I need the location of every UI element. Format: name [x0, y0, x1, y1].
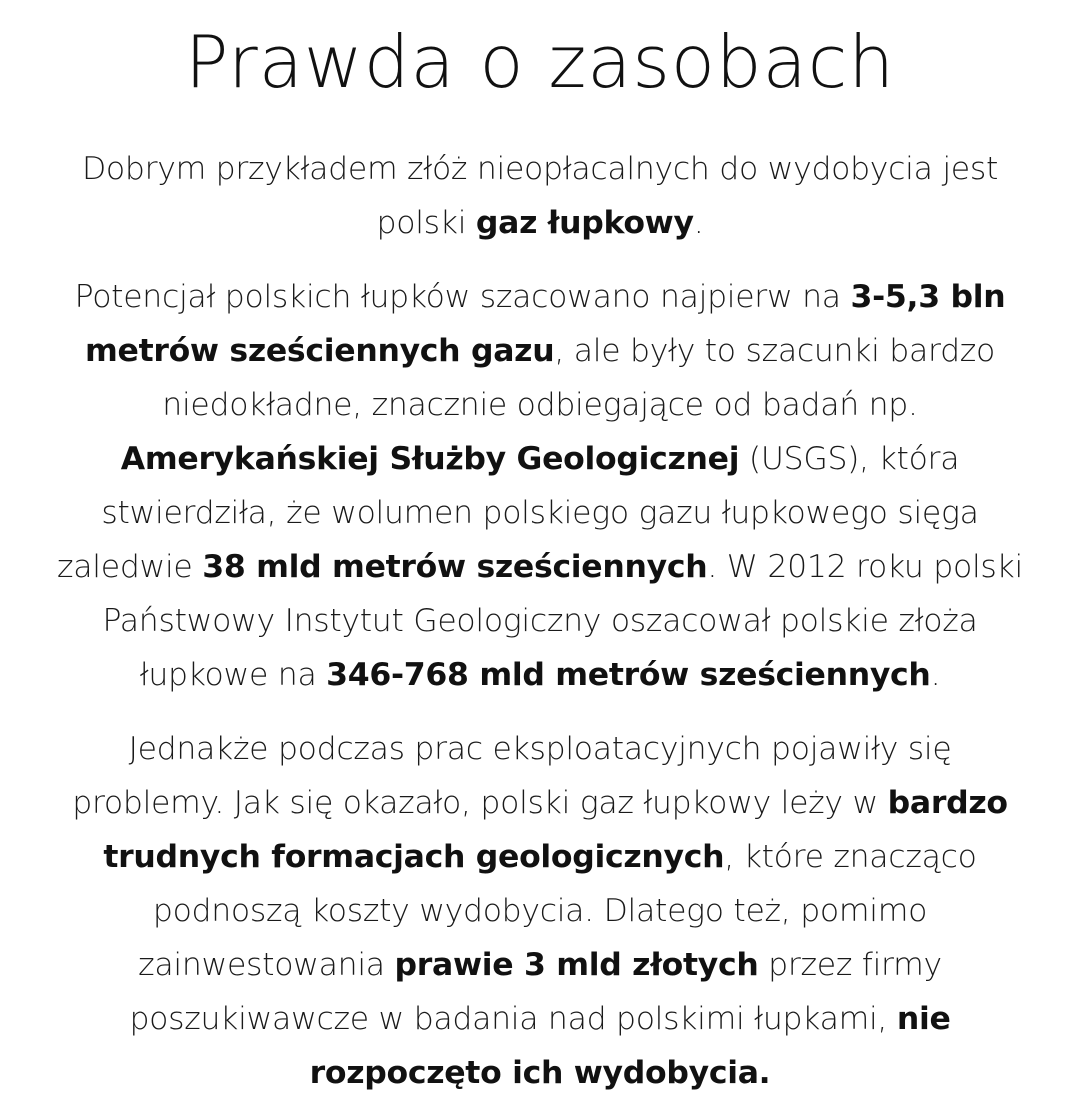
paragraph-2-line-7: Państwowy Instytut Geologiczny oszacował polskie złoża [102, 603, 978, 639]
bold-text: metrów sześciennych gazu [85, 333, 555, 369]
text-segment: , ale były to szacunki bardzo [554, 333, 995, 369]
text-segment: . W 2012 roku polski [707, 549, 1023, 585]
bold-text: nie [896, 1001, 951, 1037]
bold-text: trudnych formacjach geologicznych [103, 839, 725, 875]
paragraph-3-line-5 [8, 938, 1072, 992]
text-segment: zaledwie [57, 549, 203, 585]
text-segment: przez firmy [758, 947, 942, 983]
text-segment: Potencjał polskich łupków szacowano najpierw na [74, 279, 851, 315]
paragraph-2-line-2 [8, 324, 1072, 378]
paragraph-3 [8, 722, 1072, 1100]
bold-text: prawie 3 mld złotych [394, 947, 759, 983]
paragraph-2-line-6 [8, 540, 1072, 594]
text-segment: polski [376, 205, 476, 241]
bold-text: rozpoczęto ich wydobycia. [309, 1055, 771, 1091]
bold-text: bardzo [887, 785, 1008, 821]
text-segment: łupkowe na [139, 657, 327, 693]
paragraph-2-line-5: stwierdziła, że wolumen polskiego gazu łupkowego sięga [101, 495, 979, 531]
text-segment: zainwestowania [138, 947, 395, 983]
paragraph-1-line-1: Dobrym przykładem złóż nieopłacalnych do wydobycia jest [81, 151, 999, 187]
bold-text: Amerykańskiej Służby Geologicznej [120, 441, 740, 477]
text-segment: . [693, 205, 704, 241]
paragraph-3-line-7 [8, 1046, 1072, 1100]
paragraph-3-line-4: podnoszą koszty wydobycia. Dlatego też, pomimo [152, 893, 928, 929]
bold-text: gaz łupkowy [475, 205, 694, 241]
paragraph-2-line-3: niedokładne, znacznie odbiegające od badań np. [162, 387, 918, 423]
text-segment: . [930, 657, 941, 693]
paragraph-2-line-1 [8, 270, 1072, 324]
bold-text: 38 mld metrów sześciennych [202, 549, 708, 585]
text-segment: poszukiwawcze w badania nad polskimi łupkami, [129, 1001, 897, 1037]
bold-text: 346-768 mld metrów sześciennych [326, 657, 931, 693]
text-segment: , które znacząco [724, 839, 977, 875]
paragraph-2-line-8 [8, 648, 1072, 702]
page-title: Prawda o zasobach [185, 20, 895, 104]
paragraph-3-line-2 [8, 776, 1072, 830]
paragraph-3-line-3 [8, 830, 1072, 884]
paragraph-3-line-6 [8, 992, 1072, 1046]
paragraph-1-line-2 [8, 196, 1072, 250]
paragraph-1 [8, 142, 1072, 250]
bold-text: 3-5,3 bln [850, 279, 1006, 315]
text-segment: (USGS), która [739, 441, 960, 477]
text-segment: problemy. Jak się okazało, polski gaz łupkowy leży w [72, 785, 888, 821]
paragraph-2-line-4 [8, 432, 1072, 486]
paragraph-3-line-1: Jednakże podczas prac eksploatacyjnych pojawiły się [128, 731, 952, 767]
paragraph-2 [8, 270, 1072, 702]
